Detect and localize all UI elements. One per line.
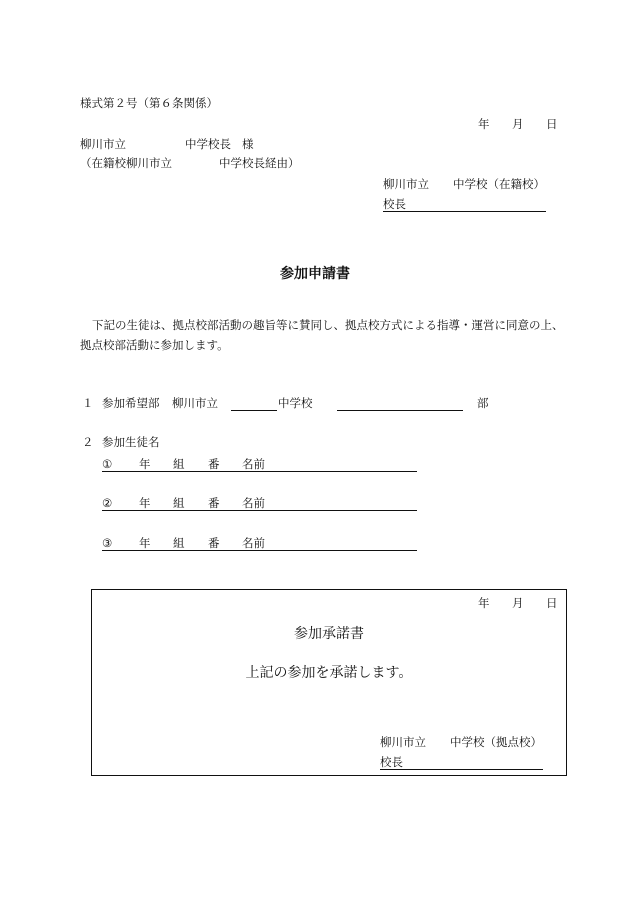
addressee-principal: 中学校長 <box>185 137 231 151</box>
student-row-mark: ② <box>102 496 113 510</box>
addressee-honorific: 様 <box>242 137 254 151</box>
item1-club-name-line[interactable] <box>337 410 463 411</box>
approval-signature-line[interactable] <box>380 769 543 770</box>
sender-principal-label: 校長 <box>383 197 406 211</box>
student-row-line[interactable] <box>102 550 417 551</box>
addressee-via-close: 中学校長経由） <box>219 156 300 170</box>
sender-school: 中学校（在籍校） <box>453 177 545 191</box>
item1-club-suffix: 部 <box>477 396 489 410</box>
student-row-class: 組 <box>173 496 185 510</box>
student-row-line[interactable] <box>102 471 417 472</box>
student-row-year: 年 <box>139 496 151 510</box>
student-row-number: 番 <box>208 496 220 510</box>
approval-date-year: 年 <box>478 596 490 610</box>
student-row-class: 組 <box>173 457 185 471</box>
item2-number: ２ <box>82 435 94 449</box>
student-row-class: 組 <box>173 536 185 550</box>
approval-date-day: 日 <box>546 596 558 610</box>
item1-school-name-line[interactable] <box>231 410 277 411</box>
student-row-number: 番 <box>208 457 220 471</box>
approval-city: 柳川市立 <box>380 735 426 749</box>
body-line-2: 拠点校部活動に参加します。 <box>80 338 229 352</box>
sender-signature-line[interactable] <box>383 211 546 212</box>
approval-principal-label: 校長 <box>380 755 403 769</box>
item1-number: １ <box>82 396 94 410</box>
approval-title: 参加承諾書 <box>294 626 364 642</box>
student-row-line[interactable] <box>102 510 417 511</box>
body-line-1: 下記の生徒は、拠点校部活動の趣旨等に賛同し、拠点校方式による指導・運営に同意の上、 <box>92 318 564 332</box>
student-row-name: 名前 <box>242 457 265 471</box>
date-month: 月 <box>512 117 524 131</box>
student-row-name: 名前 <box>242 496 265 510</box>
student-row-year: 年 <box>139 457 151 471</box>
approval-statement: 上記の参加を承諾します。 <box>245 665 413 681</box>
approval-school: 中学校（拠点校） <box>450 735 542 749</box>
item1-city: 柳川市立 <box>172 396 218 410</box>
date-day: 日 <box>546 117 558 131</box>
date-year: 年 <box>478 117 490 131</box>
student-row-year: 年 <box>139 536 151 550</box>
item1-school: 中学校 <box>278 396 313 410</box>
item1-label: 参加希望部 <box>102 396 160 410</box>
student-row-mark: ③ <box>102 536 113 550</box>
approval-date-month: 月 <box>512 596 524 610</box>
student-row-name: 名前 <box>242 536 265 550</box>
student-row-number: 番 <box>208 536 220 550</box>
student-row-mark: ① <box>102 457 113 471</box>
form-number: 様式第２号（第６条関係） <box>80 96 218 110</box>
doc-title: 参加申請書 <box>280 266 350 282</box>
sender-city: 柳川市立 <box>383 177 429 191</box>
addressee-via-open: （在籍校柳川市立 <box>80 156 172 170</box>
item2-label: 参加生徒名 <box>102 435 160 449</box>
addressee-city: 柳川市立 <box>80 137 126 151</box>
